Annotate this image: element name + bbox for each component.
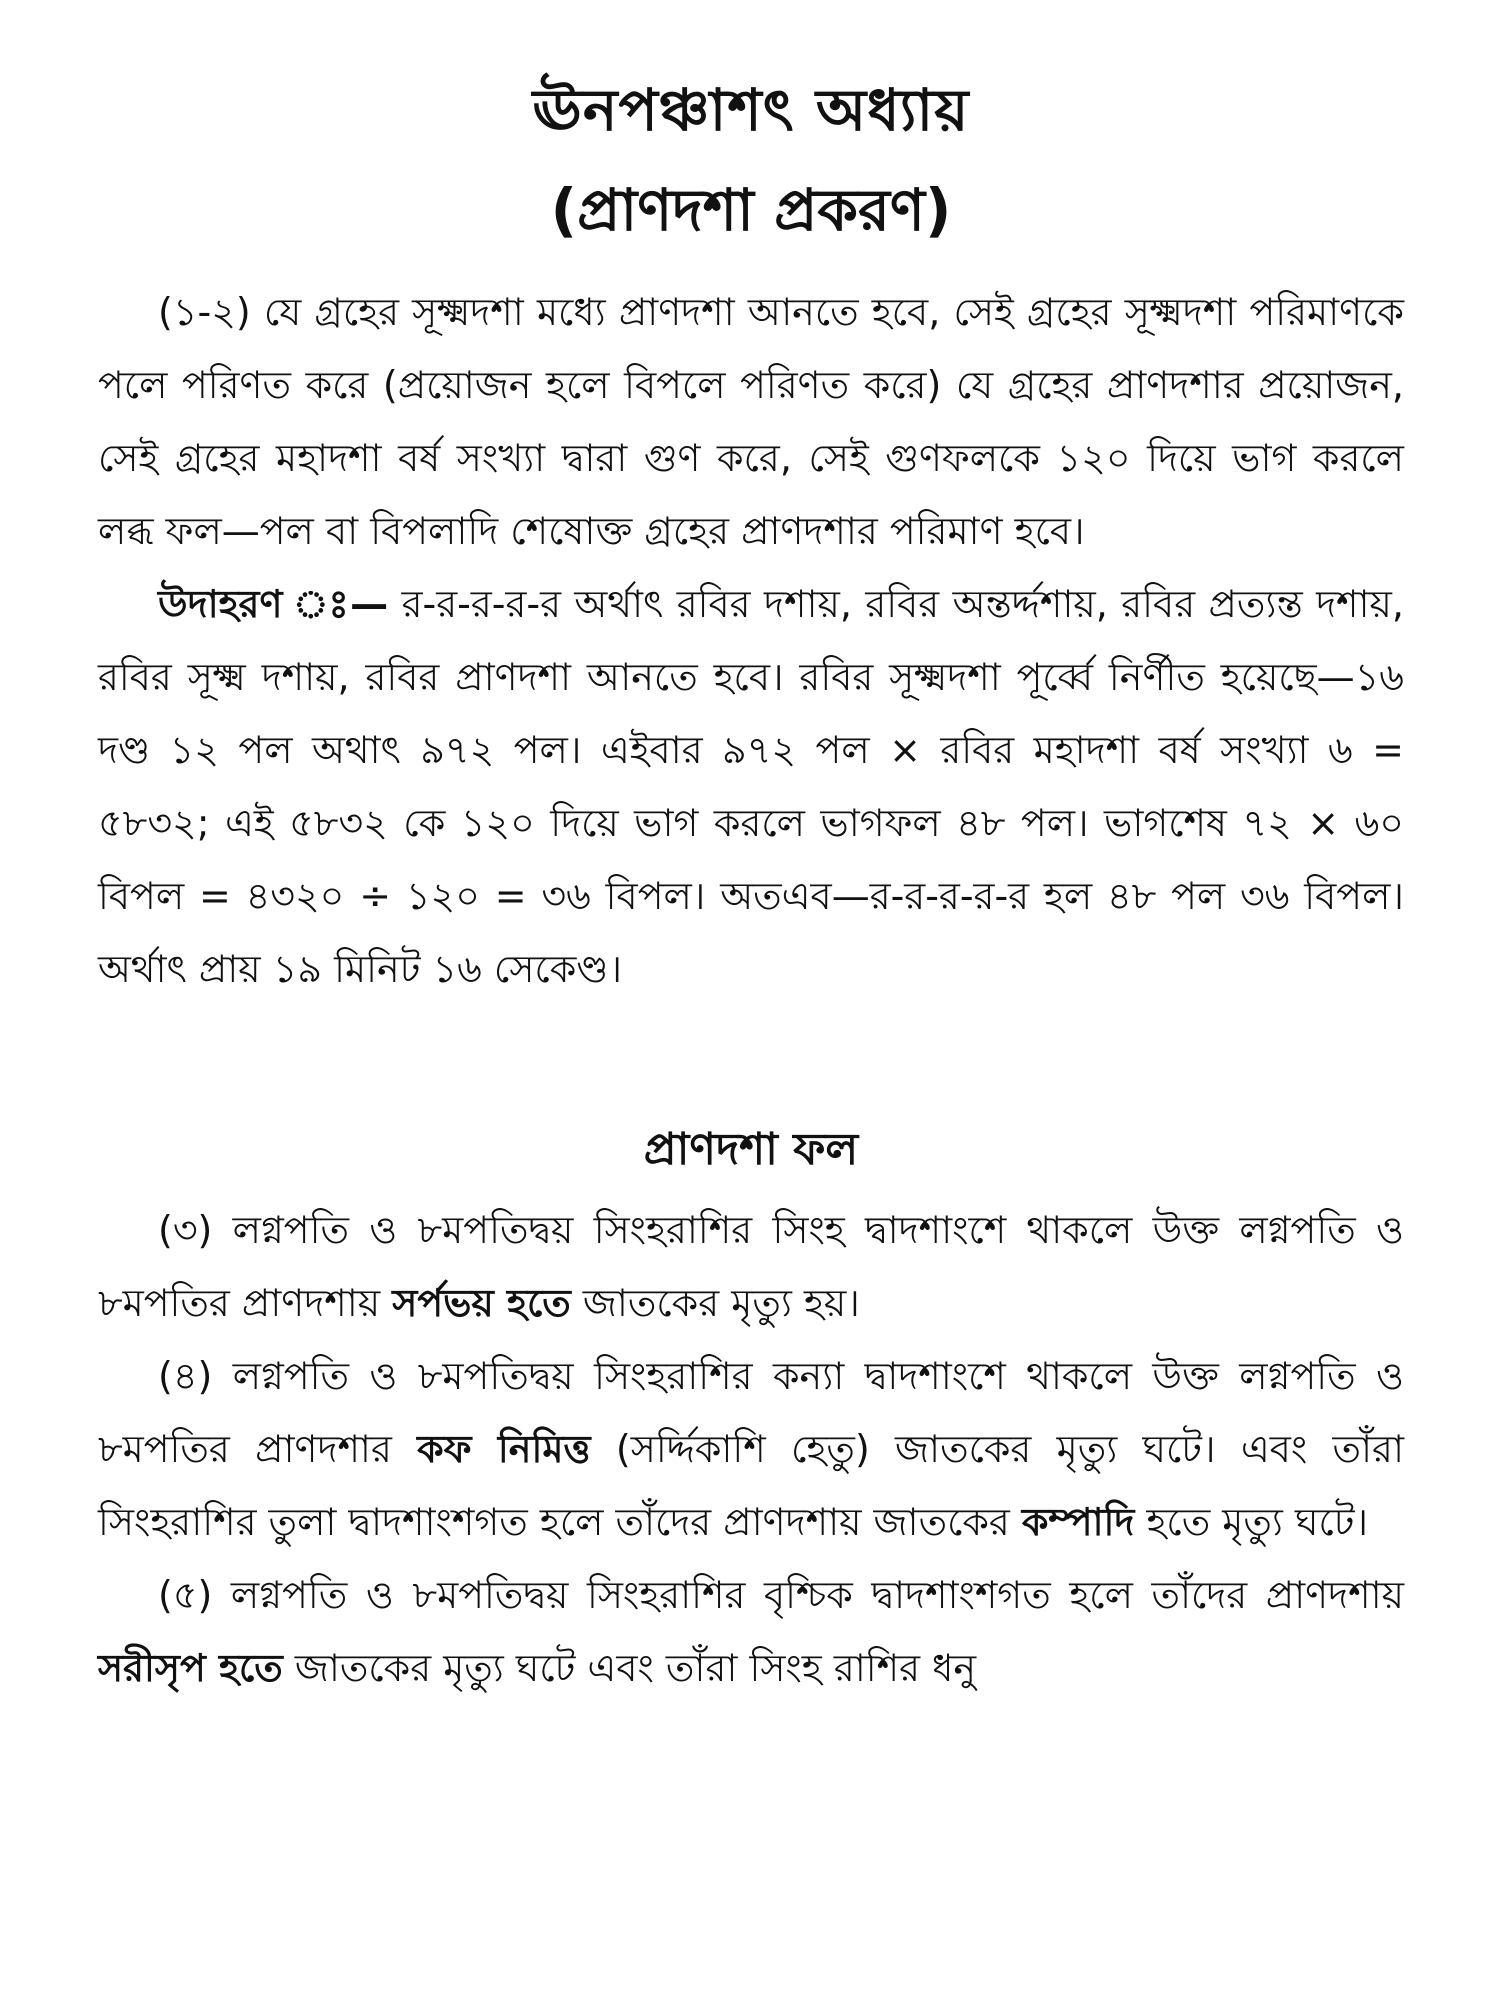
- intro-text: (১-২) যে গ্রহের সূক্ষ্মদশা মধ্যে প্রাণদশা আনতে হবে, সেই গ্রহের সূক্ষ্মদশা পরিমাণকে পলে পরিণত করে (প্রয়োজন হলে বিপলে পরিণত করে) যে গ্রহের প্রাণদশার প্রয়োজন, সেই গ্রহের মহাদশা বর্ষ সংখ্যা দ্বারা গুণ করে, সেই গুণফলকে ১২০ দিয়ে ভাগ করলে লব্ধ ফল—পল বা বিপলাদি শেষোক্ত গ্রহের প্রাণদশার পরিমাণ হবে।: [98, 290, 1404, 553]
- rule-5-paragraph: [98, 1559, 1404, 1705]
- rule-4-text-a: (৪) লগ্নপতি ও ৮মপতিদ্বয় সিংহরাশির কন্যা দ্বাদশাংশে থাকলে উক্ত লগ্নপতি ও ৮মপতির প্রাণদশার: [98, 1354, 1404, 1471]
- intro-paragraph: [98, 276, 1404, 568]
- rule-5-text-a: (৫) লগ্নপতি ও ৮মপতিদ্বয় সিংহরাশির বৃশ্চিক দ্বাদশাংশগত হলে তাঁদের প্রাণদশায়: [158, 1573, 1404, 1617]
- rule-3-text-b: জাতকের মৃত্যু হয়।: [570, 1281, 860, 1325]
- chapter-title: ঊনপঞ্চাশৎ অধ্যায়: [532, 76, 970, 144]
- rule-4-text-b: (সর্দ্দিকাশি হেতু) জাতকের মৃত্যু ঘটে। এবং তাঁরা সিংহরাশির তুলা দ্বাদশাংশগত হলে তাঁদের প্রাণদশায় জাতকের: [98, 1427, 1404, 1544]
- rule-3-text-a: (৩) লগ্নপতি ও ৮মপতিদ্বয় সিংহরাশির সিংহ দ্বাদশাংশে থাকলে উক্ত লগ্নপতি ও ৮মপতির প্রাণদশায়: [98, 1208, 1404, 1325]
- section-heading: প্রাণদশা ফল: [643, 1124, 859, 1175]
- rule-3-paragraph: [98, 1194, 1404, 1340]
- chapter-subtitle: (প্রাণদশা প্রকরণ): [550, 176, 952, 244]
- example-paragraph: [98, 568, 1404, 1006]
- example-label: উদাহরণ ঃ—: [158, 582, 389, 626]
- rule-5-bold-a: সরীসৃপ হতে: [98, 1646, 283, 1690]
- rule-3-bold-a: সর্পভয় হতে: [392, 1281, 571, 1325]
- rule-4-bold-b: কম্পাদি: [1021, 1500, 1135, 1544]
- example-text: র-র-র-র-র অর্থাৎ রবির দশায়, রবির অন্তর্দ্দশায়, রবির প্রত্যন্ত দশায়, রবির সূক্ষ্ম দশায়, রবির প্রাণদশা আনতে হবে। রবির সূক্ষ্মদশা পূর্ব্বে নির্ণীত হয়েছে—১৬ দণ্ড ১২ পল অথাৎ ৯৭২ পল। এইবার ৯৭২ পল × রবির মহাদশা বর্ষ সংখ্যা ৬ = ৫৮৩২; এই ৫৮৩২ কে ১২০ দিয়ে ভাগ করলে ভাগফল ৪৮ পল। ভাগশেষ ৭২ × ৬০ বিপল = ৪৩২০ ÷ ১২০ = ৩৬ বিপল। অতএব—র-র-র-র-র হল ৪৮ পল ৩৬ বিপল। অর্থাৎ প্রায় ১৯ মিনিট ১৬ সেকেণ্ড।: [98, 582, 1405, 991]
- rule-4-bold-a: কফ নিমিত্ত: [417, 1427, 591, 1471]
- rule-4-text-c: হতে মৃত্যু ঘটে।: [1134, 1500, 1369, 1544]
- rule-5-text-b: জাতকের মৃত্যু ঘটে এবং তাঁরা সিংহ রাশির ধনু: [282, 1646, 977, 1690]
- rule-4-paragraph: [98, 1340, 1404, 1559]
